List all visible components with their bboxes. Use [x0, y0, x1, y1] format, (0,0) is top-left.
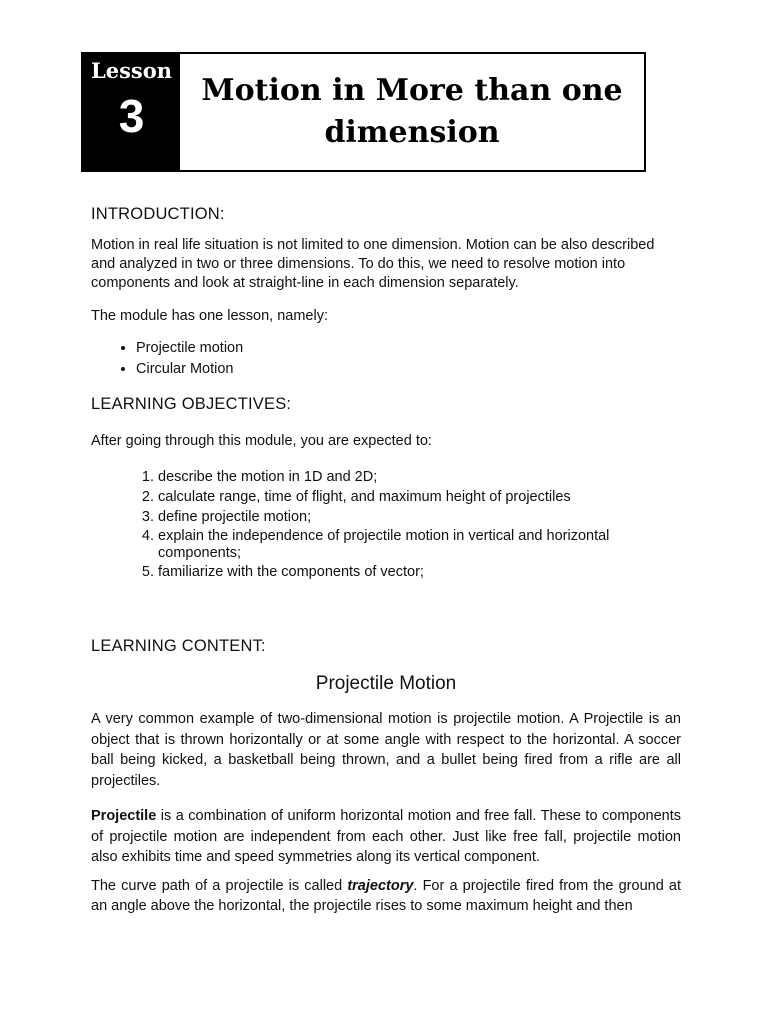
page-title: Motion in More than one dimension [201, 73, 623, 150]
introduction-heading: INTRODUCTION: [91, 205, 225, 223]
module-note: The module has one lesson, namely: [91, 308, 328, 324]
objectives-list [91, 468, 681, 582]
paragraph-text: is a combination of uniform horizontal motion and free fall. These to components of projectile motion are independent from each other. Just like free fall, projectile motion also exhibits time and speed symmetries along its vertical component. [91, 808, 681, 865]
content-heading: LEARNING CONTENT: [91, 637, 266, 655]
objectives-heading: LEARNING OBJECTIVES: [91, 395, 292, 413]
term-projectile: Projectile [91, 808, 157, 824]
list-item: 1. describe the motion in 1D and 2D; [158, 468, 681, 487]
paragraph-text: The curve path of a projectile is called [91, 877, 348, 894]
lesson-number: 3 [118, 90, 145, 142]
list-item: 4. explain the independence of projectile motion in vertical and horizontal components; [158, 528, 681, 562]
list-item: 5. familiarize with the components of vector; [158, 563, 681, 582]
paragraph-text: . For a projectile fired from the ground at an angle above the horizontal, the projectile rises to some maximum height and then [91, 877, 681, 914]
lesson-list [91, 338, 681, 380]
paragraph-projectile-intro: A very common example of two-dimensional motion is projectile motion. A Projectile is an object that is thrown horizontally or at some angle with respect to the horizontal. A soccer ball being kicked, a basketball being thrown, and a bullet being fired from a rifle are all projectiles. [91, 711, 681, 789]
lesson-label: Lesson [90, 58, 173, 83]
introduction-paragraph: Motion in real life situation is not limited to one dimension. Motion can be also described and analyzed in two or three dimensions. To do this, we need to resolve motion into components and look at straight-line in each dimension separately. [91, 237, 655, 291]
paragraph-projectile-definition [91, 806, 681, 868]
lesson-badge [83, 54, 180, 170]
objectives-intro: After going through this module, you are expected to: [91, 433, 432, 449]
paragraph-trajectory [91, 876, 681, 917]
list-item: • Projectile motion [136, 338, 681, 359]
section-subtitle: Projectile Motion [315, 673, 457, 694]
list-item: 3. define projectile motion; [158, 508, 681, 527]
document-body [91, 205, 681, 917]
list-item: • Circular Motion [136, 359, 681, 380]
term-trajectory: trajectory [347, 877, 414, 894]
list-item: 2. calculate range, time of flight, and maximum height of projectiles [158, 488, 681, 507]
lesson-header [81, 52, 646, 172]
